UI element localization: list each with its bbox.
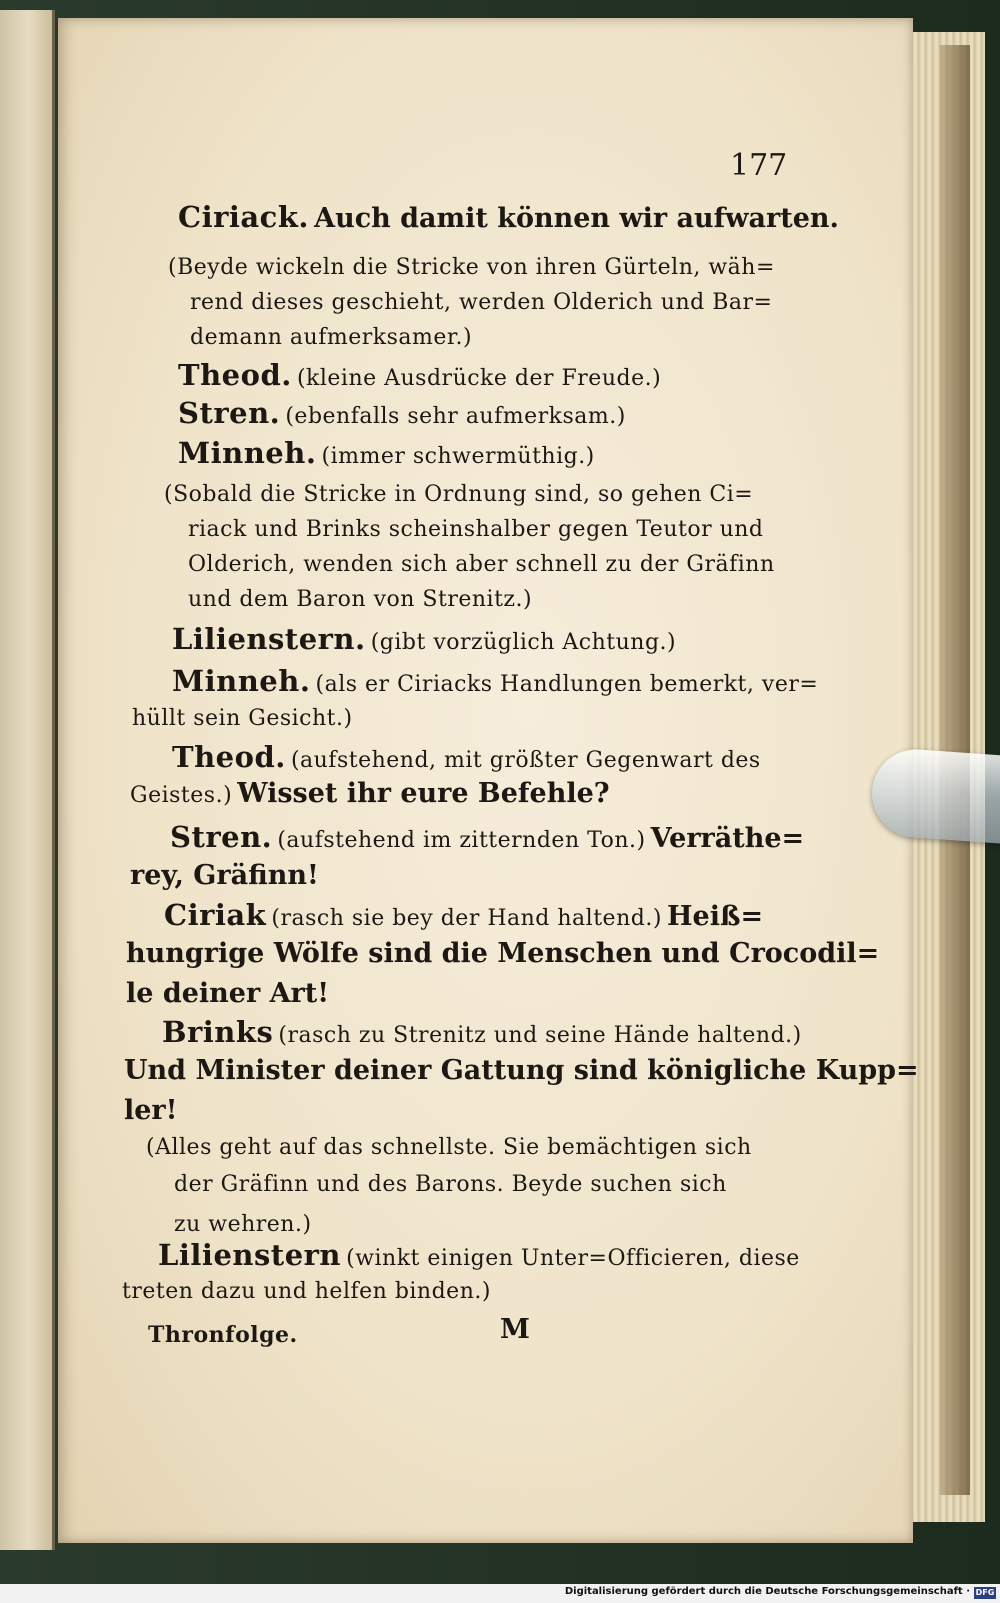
- speaker-name: Brinks: [162, 1015, 274, 1049]
- text-line: [164, 898, 763, 932]
- stage-direction: riack und Brinks scheinshalber gegen Teutor und: [188, 517, 764, 542]
- dialogue-text: Und Minister deiner Gattung sind königliche Kupp=: [124, 1055, 919, 1086]
- speaker-name: Lilienstern: [158, 1238, 342, 1272]
- dialogue-text: ler!: [124, 1095, 178, 1126]
- left-page-edge: [0, 10, 55, 1550]
- dialogue-text: hungrige Wölfe sind die Menschen und Crocodil=: [126, 938, 880, 969]
- stage-direction: (als er Ciriacks Handlungen bemerkt, ver=: [315, 672, 819, 697]
- speaker-name: Ciriack.: [178, 200, 310, 234]
- catchword: Thronfolge.: [148, 1322, 298, 1348]
- stage-direction: und dem Baron von Strenitz.): [188, 587, 533, 612]
- stage-direction: (immer schwermüthig.): [321, 444, 595, 469]
- dialogue-text: Heiß=: [667, 901, 764, 932]
- dialogue-text: rey, Gräfinn!: [130, 860, 319, 891]
- stage-direction: (ebenfalls sehr aufmerksam.): [285, 404, 626, 429]
- stage-direction: demann aufmerksamer.): [190, 325, 473, 350]
- dialogue-text: Verräthe=: [650, 823, 805, 854]
- signature-mark: M: [500, 1314, 530, 1345]
- text-line: [170, 820, 804, 854]
- stage-direction: (winkt einigen Unter=Officieren, diese: [346, 1246, 800, 1271]
- stage-direction: (Alles geht auf das schnellste. Sie bemächtigen sich: [146, 1135, 752, 1160]
- dfg-credit: Digitalisierung gefördert durch die Deutsche Forschungsgemeinschaft ·: [564, 1586, 970, 1597]
- text-line: [172, 622, 676, 656]
- speaker-name: Minneh.: [172, 664, 311, 698]
- stage-direction: rend dieses geschieht, werden Olderich und Bar=: [190, 290, 773, 315]
- dialogue-text: Wisset ihr eure Befehle?: [237, 778, 610, 809]
- text-line: [178, 436, 595, 470]
- text-line: [178, 396, 626, 430]
- speaker-name: Ciriak: [164, 898, 267, 932]
- text-line: [178, 200, 839, 234]
- stage-direction: der Gräfinn und des Barons. Beyde suchen sich: [174, 1172, 727, 1197]
- text-line: [178, 358, 661, 392]
- text-line: [172, 740, 761, 774]
- stage-direction: (aufstehend im zitternden Ton.): [277, 828, 646, 853]
- text-line: [130, 778, 610, 809]
- stage-direction: hüllt sein Gesicht.): [132, 706, 353, 731]
- speaker-name: Minneh.: [178, 436, 317, 470]
- stage-direction: zu wehren.): [174, 1212, 312, 1237]
- stage-direction: (Sobald die Stricke in Ordnung sind, so gehen Ci=: [164, 482, 754, 507]
- stage-direction: (gibt vorzüglich Achtung.): [370, 630, 677, 655]
- text-line: [162, 1015, 802, 1049]
- stage-direction: Olderich, wenden sich aber schnell zu der Gräfinn: [188, 552, 775, 577]
- speaker-name: Theod.: [178, 358, 292, 392]
- dialogue-text: Auch damit können wir aufwarten.: [314, 203, 839, 234]
- page-number: 177: [730, 148, 788, 183]
- stage-direction: treten dazu und helfen binden.): [122, 1279, 491, 1304]
- dialogue-text: le deiner Art!: [126, 978, 330, 1009]
- speaker-name: Lilienstern.: [172, 622, 366, 656]
- stage-direction: (rasch zu Strenitz und seine Hände haltend.): [278, 1023, 802, 1048]
- stage-direction: (kleine Ausdrücke der Freude.): [296, 366, 662, 391]
- stage-direction: Geistes.): [130, 783, 233, 808]
- speaker-name: Stren.: [178, 396, 281, 430]
- text-line: [158, 1238, 800, 1272]
- stage-direction: (Beyde wickeln die Stricke von ihren Gürteln, wäh=: [168, 255, 775, 280]
- speaker-name: Stren.: [170, 820, 273, 854]
- text-line: [172, 664, 818, 698]
- dfg-logo-icon: DFG: [975, 1588, 995, 1597]
- speaker-name: Theod.: [172, 740, 286, 774]
- stage-direction: (rasch sie bey der Hand haltend.): [271, 906, 662, 931]
- stage-direction: (aufstehend, mit größter Gegenwart des: [290, 748, 761, 773]
